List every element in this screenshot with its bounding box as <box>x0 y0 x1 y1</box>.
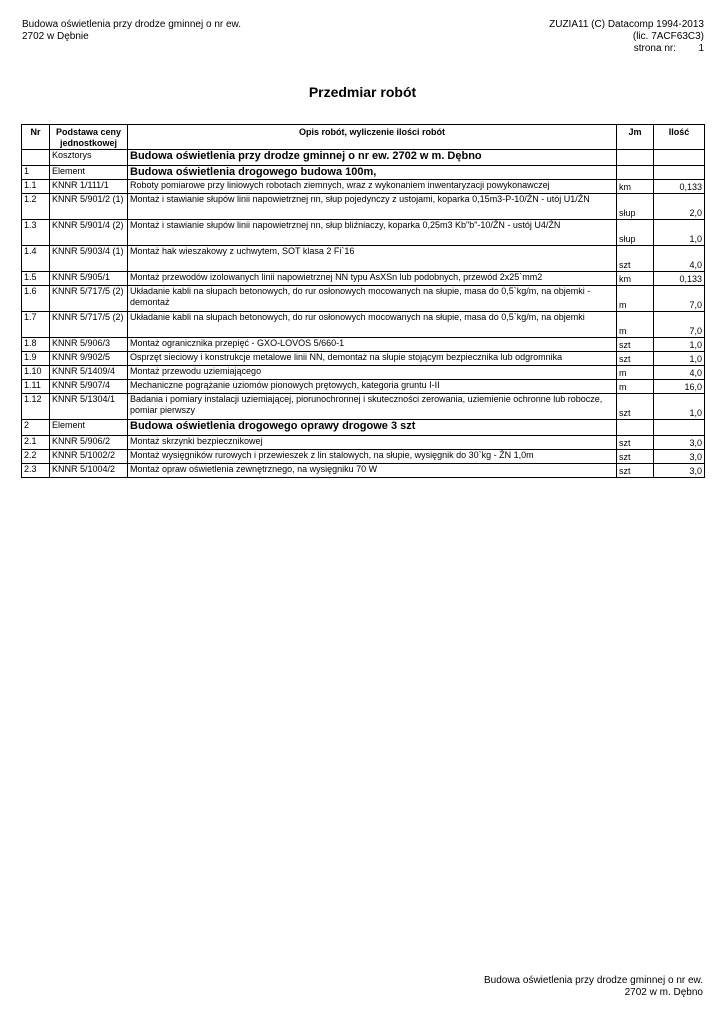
nr-cell: 1.5 <box>22 272 50 286</box>
header-left-line2: 2702 w Dębnie <box>22 31 89 42</box>
nr-cell <box>22 150 50 166</box>
table-body <box>22 150 705 478</box>
table-row <box>22 194 705 220</box>
table-row <box>22 450 705 464</box>
ilosc-cell: 0,133 <box>654 180 705 194</box>
jm-cell: szt <box>617 352 654 366</box>
ilosc-cell: 1,0 <box>654 338 705 352</box>
column-header-podstawa: Podstawa ceny jednostkowej <box>50 125 128 150</box>
podstawa-cell: KNNR 5/905/1 <box>50 272 128 286</box>
podstawa-cell: KNNR 5/901/2 (1) <box>50 194 128 220</box>
nr-cell: 1.9 <box>22 352 50 366</box>
table-row <box>22 464 705 478</box>
jm-cell: szt <box>617 464 654 478</box>
opis-cell: Montaż wysięgników rurowych i przewieszek z lin stalowych, na słupie, wysięgnik do 30`kg - ŹN 1,0m <box>128 450 617 464</box>
table-row <box>22 180 705 194</box>
page-label: strona nr: <box>633 43 676 54</box>
opis-cell: Osprzęt sieciowy i konstrukcje metalowe linii NN, demontaż na słupie stojącym bezpiecznika lub odgromnika <box>128 352 617 366</box>
section-row <box>22 166 705 180</box>
podstawa-cell: KNNR 5/907/4 <box>50 380 128 394</box>
header-license: (lic. 7ACF63C3) <box>632 31 704 42</box>
jm-cell: szt <box>617 436 654 450</box>
jm-cell: m <box>617 312 654 338</box>
opis-cell: Badania i pomiary instalacji uziemiającej, piorunochronnej i skuteczności zerowania, uziemienie ochronne lub robocze, pomiar pierwszy <box>128 394 617 420</box>
podstawa-cell: KNNR 5/1004/2 <box>50 464 128 478</box>
table-header-row <box>22 125 705 150</box>
header-right <box>549 19 704 55</box>
nr-cell: 1.10 <box>22 366 50 380</box>
jm-cell <box>617 150 654 166</box>
podstawa-cell: KNNR 1/111/1 <box>50 180 128 194</box>
nr-cell: 2.3 <box>22 464 50 478</box>
footer-line1: Budowa oświetlenia przy drodze gminnej o nr ew. <box>483 975 703 986</box>
nr-cell: 1.6 <box>22 286 50 312</box>
opis-cell: Montaż opraw oświetlenia zewnętrznego, na wysięgniku 70 W <box>128 464 617 478</box>
nr-cell: 1.8 <box>22 338 50 352</box>
ilosc-cell: 4,0 <box>654 246 705 272</box>
nr-cell: 1.11 <box>22 380 50 394</box>
section-row <box>22 420 705 436</box>
nr-cell: 1.1 <box>22 180 50 194</box>
ilosc-cell <box>654 420 705 436</box>
header-software: ZUZIA11 (C) Datacomp 1994-2013 <box>549 19 704 30</box>
table-row <box>22 380 705 394</box>
jm-cell: m <box>617 366 654 380</box>
jm-cell: słup <box>617 220 654 246</box>
column-header-opis: Opis robót, wyliczenie ilości robót <box>128 125 617 150</box>
ilosc-cell: 3,0 <box>654 436 705 450</box>
nr-cell: 1.7 <box>22 312 50 338</box>
opis-cell: Roboty pomiarowe przy liniowych robotach ziemnych, wraz z wykonaniem inwentaryzacji powykonawczej <box>128 180 617 194</box>
opis-cell: Budowa oświetlenia drogowego oprawy drogowe 3 szt <box>128 420 617 436</box>
nr-cell: 2.1 <box>22 436 50 450</box>
nr-cell: 2 <box>22 420 50 436</box>
column-header-nr: Nr <box>22 125 50 150</box>
jm-cell: szt <box>617 450 654 464</box>
table-row <box>22 312 705 338</box>
opis-cell: Montaż i stawianie słupów linii napowietrznej nn, słup bliźniaczy, koparka 0,25m3 Kb"b"-10/ŹN - ustój U4/ŹN <box>128 220 617 246</box>
nr-cell: 1.4 <box>22 246 50 272</box>
jm-cell: szt <box>617 338 654 352</box>
opis-cell: Montaż ogranicznika przepięć - GXO-LOVOS 5/660-1 <box>128 338 617 352</box>
opis-cell: Montaż przewodów izolowanych linii napowietrznej NN typu AsXSn lub podobnych, przewód 2x25`mm2 <box>128 272 617 286</box>
nr-cell: 1.3 <box>22 220 50 246</box>
nr-cell: 1.12 <box>22 394 50 420</box>
ilosc-cell: 1,0 <box>654 352 705 366</box>
opis-cell: Mechaniczne pogrążanie uziomów pionowych prętowych, kategoria gruntu I-II <box>128 380 617 394</box>
podstawa-cell: KNNR 5/1409/4 <box>50 366 128 380</box>
jm-cell <box>617 166 654 180</box>
jm-cell: słup <box>617 194 654 220</box>
jm-cell: m <box>617 380 654 394</box>
page-number: 1 <box>698 43 704 54</box>
page-title: Przedmiar robót <box>308 84 417 100</box>
ilosc-cell <box>654 166 705 180</box>
opis-cell: Montaż przewodu uziemiającego <box>128 366 617 380</box>
ilosc-cell: 7,0 <box>654 312 705 338</box>
jm-cell: km <box>617 272 654 286</box>
header-page-line <box>549 43 704 55</box>
table-row <box>22 352 705 366</box>
column-header-ilosc: Ilość <box>654 125 705 150</box>
podstawa-cell: Element <box>50 420 128 436</box>
podstawa-cell: KNNR 5/717/5 (2) <box>50 312 128 338</box>
ilosc-cell: 3,0 <box>654 464 705 478</box>
jm-cell: km <box>617 180 654 194</box>
podstawa-cell: KNNR 5/906/3 <box>50 338 128 352</box>
opis-cell: Montaż i stawianie słupów linii napowietrznej nn, słup pojedynczy z ustojami, koparka 0,15m3-P-10/ŹN - utój U1/ŹN <box>128 194 617 220</box>
footer <box>484 975 703 999</box>
header-left-line1: Budowa oświetlenia przy drodze gminnej o nr ew. <box>22 19 242 30</box>
table-row <box>22 394 705 420</box>
footer-line2: 2702 w m. Dębno <box>624 987 703 998</box>
table-row <box>22 338 705 352</box>
podstawa-cell: KNNR 9/902/5 <box>50 352 128 366</box>
opis-cell: Układanie kabli na słupach betonowych, do rur osłonowych mocowanych na słupie, masa do 0,5`kg/m, na objemki <box>128 312 617 338</box>
podstawa-cell: KNNR 5/1304/1 <box>50 394 128 420</box>
podstawa-cell: Kosztorys <box>50 150 128 166</box>
podstawa-cell: KNNR 5/717/5 (2) <box>50 286 128 312</box>
jm-cell <box>617 420 654 436</box>
opis-cell: Układanie kabli na słupach betonowych, do rur osłonowych mocowanych na słupie, masa do 0,5`kg/m, na objemki - demontaż <box>128 286 617 312</box>
ilosc-cell: 0,133 <box>654 272 705 286</box>
nr-cell: 2.2 <box>22 450 50 464</box>
nr-cell: 1.2 <box>22 194 50 220</box>
podstawa-cell: KNNR 5/903/4 (1) <box>50 246 128 272</box>
podstawa-cell: KNNR 5/1002/2 <box>50 450 128 464</box>
ilosc-cell: 3,0 <box>654 450 705 464</box>
opis-cell: Montaż skrzynki bezpiecznikowej <box>128 436 617 450</box>
bill-of-quantities-table <box>21 124 705 478</box>
ilosc-cell: 4,0 <box>654 366 705 380</box>
podstawa-cell: KNNR 5/901/4 (2) <box>50 220 128 246</box>
ilosc-cell: 1,0 <box>654 394 705 420</box>
podstawa-cell: KNNR 5/906/2 <box>50 436 128 450</box>
opis-cell: Budowa oświetlenia drogowego budowa 100m, <box>128 166 617 180</box>
table-row <box>22 246 705 272</box>
jm-cell: m <box>617 286 654 312</box>
ilosc-cell <box>654 150 705 166</box>
table-row <box>22 220 705 246</box>
jm-cell: szt <box>617 246 654 272</box>
jm-cell: szt <box>617 394 654 420</box>
header-left <box>22 19 241 43</box>
opis-cell: Montaż hak wieszakowy z uchwytem, SOT klasa 2 Fi`16 <box>128 246 617 272</box>
ilosc-cell: 16,0 <box>654 380 705 394</box>
podstawa-cell: Element <box>50 166 128 180</box>
ilosc-cell: 7,0 <box>654 286 705 312</box>
table-row <box>22 436 705 450</box>
ilosc-cell: 1,0 <box>654 220 705 246</box>
table-row <box>22 286 705 312</box>
section-row <box>22 150 705 166</box>
table-row <box>22 366 705 380</box>
nr-cell: 1 <box>22 166 50 180</box>
table-row <box>22 272 705 286</box>
opis-cell: Budowa oświetlenia przy drodze gminnej o nr ew. 2702 w m. Dębno <box>128 150 617 166</box>
column-header-jm: Jm <box>617 125 654 150</box>
ilosc-cell: 2,0 <box>654 194 705 220</box>
